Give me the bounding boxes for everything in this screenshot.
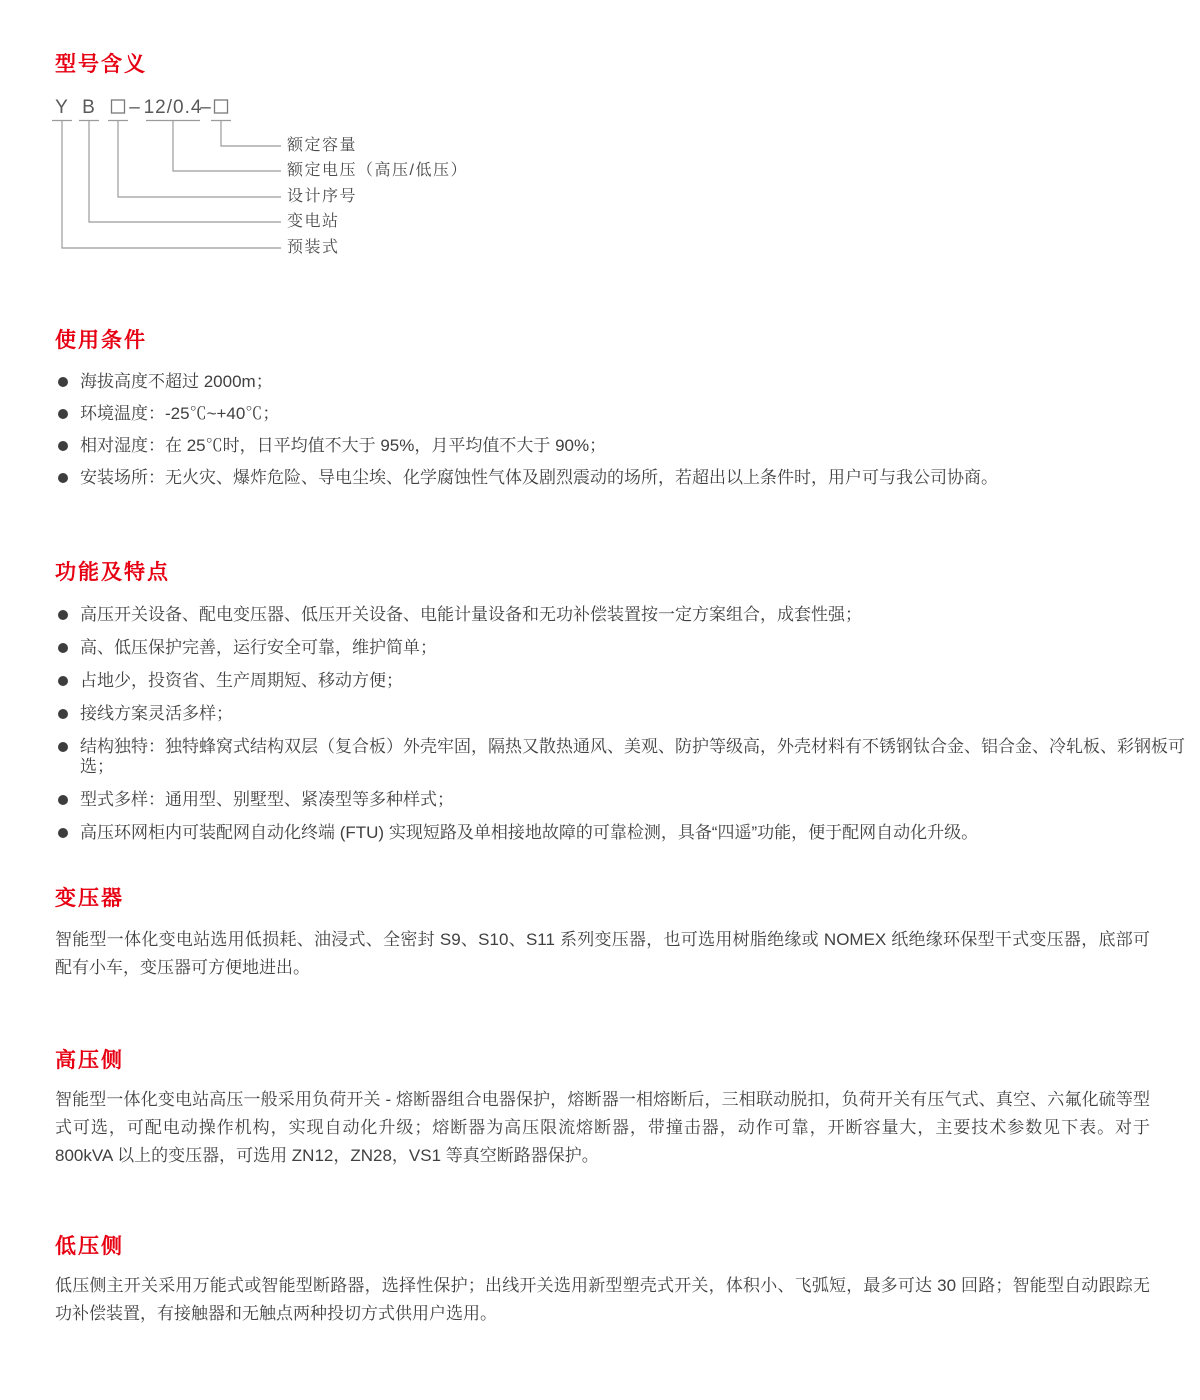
lv-side-paragraph: 低压侧主开关采用万能式或智能型断路器，选择性保护；出线开关选用新型塑壳式开关，体积小、飞弧短，最多可达 30 回路；智能型自动跟踪无功补偿装置，有接触器和无触点两种投切方式供用户选用。: [55, 1276, 1150, 1323]
list-item-text: 安装场所：无火灾、爆炸危险、导电尘埃、化学腐蚀性气体及剧烈震动的场所，若超出以上条件时，用户可与我公司协商。: [80, 468, 998, 487]
hv-side-paragraph: 智能型一体化变电站高压一般采用负荷开关 - 熔断器组合电器保护，熔断器一相熔断后，三相联动脱扣，负荷开关有压气式、真空、六氟化硫等型式可选，可配电动操作机构，实现自动化升级；熔断器为高压限流熔断器，带撞击器，动作可靠，开断容量大，主要技术参数见下表。对于 800kVA 以上的变压器，可选用 ZN12，ZN28，VS1 等真空断路器保护。: [55, 1090, 1150, 1165]
list-item: [55, 823, 1185, 843]
model-designation-diagram: [0, 0, 1200, 280]
section-title-features: 功能及特点: [55, 561, 170, 584]
model-label-rated-voltage: 额定电压（高压/低压）: [287, 162, 468, 179]
bullet-icon: [58, 795, 68, 805]
usage-conditions-list: [55, 372, 1185, 500]
list-item: [55, 436, 1185, 456]
bullet-icon: [58, 676, 68, 686]
model-placeholder-box-icon: [215, 100, 228, 113]
bullet-icon: [58, 828, 68, 838]
model-token-dash: –: [129, 97, 141, 118]
list-item-text: 环境温度：-25℃~+40℃；: [80, 404, 280, 423]
bullet-icon: [58, 610, 68, 620]
model-label-design-serial: 设计序号: [287, 188, 358, 205]
list-item: [55, 372, 1185, 392]
model-label-rated-capacity: 额定容量: [287, 137, 358, 154]
section-title-usage-conditions: 使用条件: [55, 329, 147, 352]
list-item-text: 接线方案灵活多样；: [80, 704, 233, 723]
list-item-text: 高、低压保护完善，运行安全可靠，维护简单；: [80, 638, 437, 657]
bullet-icon: [58, 441, 68, 451]
list-item-text: 高压开关设备、配电变压器、低压开关设备、电能计量设备和无功补偿装置按一定方案组合，成套性强；: [80, 605, 862, 624]
model-token-prefab: Y: [55, 97, 69, 118]
list-item: [55, 468, 1185, 488]
transformer-paragraph: 智能型一体化变电站选用低损耗、油浸式、全密封 S9、S10、S11 系列变压器，也可选用树脂绝缘或 NOMEX 纸绝缘环保型干式变压器，底部可配有小车，变压器可方便地进出。: [55, 930, 1150, 977]
model-token-substation: B: [82, 97, 96, 118]
list-item: [55, 737, 1185, 777]
bullet-icon: [58, 377, 68, 387]
list-item: [55, 605, 1185, 625]
bullet-icon: [58, 742, 68, 752]
model-diagram-lines: [0, 0, 1200, 280]
section-title-hv-side: 高压侧: [55, 1049, 124, 1072]
model-label-substation: 变电站: [287, 213, 340, 230]
model-placeholder-box-icon: [112, 100, 125, 113]
section-title-model-meaning: 型号含义: [55, 53, 147, 76]
list-item: [55, 404, 1185, 424]
list-item: [55, 790, 1185, 810]
section-title-transformer: 变压器: [55, 887, 124, 910]
list-item: [55, 671, 1185, 691]
list-item-text: 型式多样：通用型、别墅型、紧凑型等多种样式；: [80, 790, 454, 809]
model-label-prefabricated: 预装式: [287, 239, 340, 256]
list-item-text: 结构独特：独特蜂窝式结构双层（复合板）外壳牢固，隔热又散热通风、美观、防护等级高，外壳材料有不锈钢钛合金、铝合金、冷轧板、彩钢板可选；: [80, 737, 1185, 776]
list-item-text: 相对湿度：在 25℃时，日平均值不大于 95%，月平均值不大于 90%；: [80, 436, 607, 455]
bullet-icon: [58, 643, 68, 653]
section-title-lv-side: 低压侧: [55, 1235, 124, 1258]
bullet-icon: [58, 709, 68, 719]
list-item: [55, 638, 1185, 658]
bullet-icon: [58, 409, 68, 419]
list-item: [55, 704, 1185, 724]
bullet-icon: [58, 473, 68, 483]
model-connector-lines: [62, 121, 281, 249]
list-item-text: 占地少，投资省、生产周期短、移动方便；: [80, 671, 403, 690]
model-token-dash: –: [200, 97, 212, 118]
model-token-voltage: 12/0.4: [143, 97, 203, 118]
features-list: [55, 605, 1185, 856]
list-item-text: 海拔高度不超过 2000m；: [80, 372, 273, 391]
list-item-text: 高压环网柜内可装配网自动化终端 (FTU) 实现短路及单相接地故障的可靠检测，具备“四遥”功能，便于配网自动化升级。: [80, 823, 979, 842]
